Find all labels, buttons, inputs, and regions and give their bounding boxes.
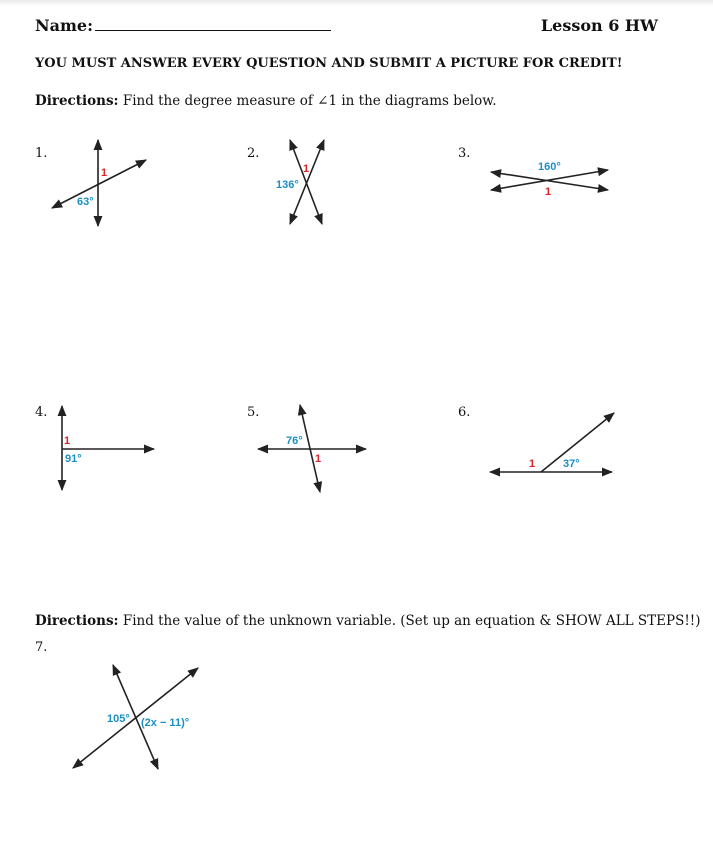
- diagram-2-angle-1-label: 1: [303, 163, 310, 175]
- problem-number-3: 3.: [458, 146, 471, 161]
- problem-number-2: 2.: [247, 146, 260, 161]
- diagram-3-angle-1-label: 1: [545, 186, 552, 198]
- diagram-1-angle-1-label: 1: [101, 167, 108, 179]
- diagram-5-given-angle-label: 76°: [286, 435, 303, 447]
- problem-number-1: 1.: [35, 146, 48, 161]
- problem-number-4: 4.: [35, 405, 48, 420]
- directions-1-text: Find the degree measure of ∠1 in the diagrams below.: [118, 93, 497, 109]
- diagram-1-given-angle-label: 63°: [77, 196, 94, 208]
- submission-notice: YOU MUST ANSWER EVERY QUESTION AND SUBMIT A PICTURE FOR CREDIT!: [35, 56, 623, 71]
- problem-number-5: 5.: [247, 405, 260, 420]
- directions-1-label: Directions:: [35, 93, 119, 109]
- diagram-5-angle-1-label: 1: [315, 453, 322, 465]
- diagram-6-given-angle-label: 37°: [563, 458, 580, 470]
- directions-2-text: Find the value of the unknown variable. (Set up an equation & SHOW ALL STEPS!!): [118, 613, 701, 629]
- diagram-7-expression-label: (2x − 11)°: [141, 717, 190, 729]
- name-label: Name:: [35, 16, 94, 35]
- lesson-title: Lesson 6 HW: [540, 16, 658, 35]
- directions-2-label: Directions:: [35, 613, 119, 629]
- diagram-3-given-angle-label: 160°: [538, 161, 561, 173]
- diagram-4-angle-1-label: 1: [64, 435, 71, 447]
- problem-number-7: 7.: [35, 640, 48, 655]
- diagram-2-given-angle-label: 136°: [276, 179, 299, 191]
- diagram-6-angle-1-label: 1: [529, 458, 536, 470]
- diagram-4-given-angle-label: 91°: [65, 453, 82, 465]
- diagram-7-given-angle-label: 105°: [107, 713, 130, 725]
- problem-number-6: 6.: [458, 405, 471, 420]
